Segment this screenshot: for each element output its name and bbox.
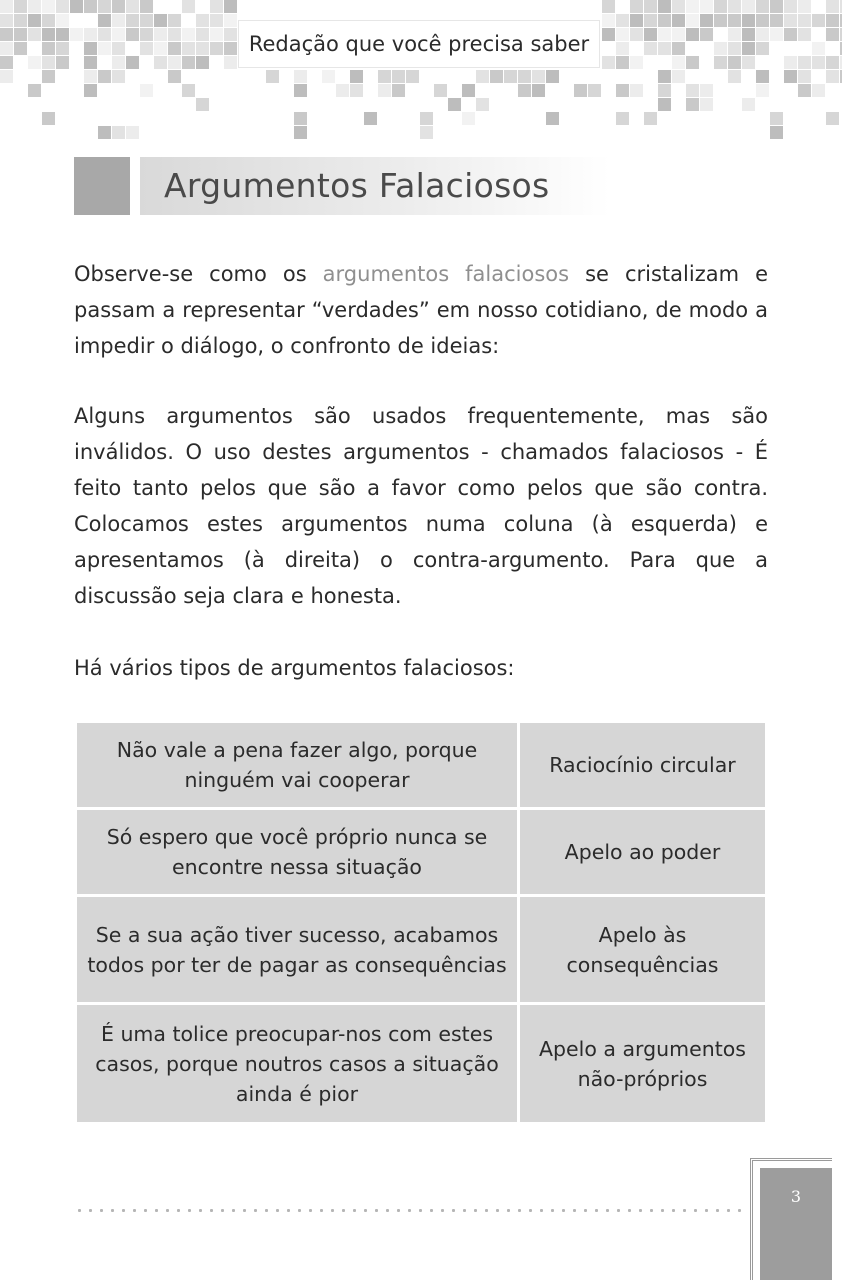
mosaic-tile [672, 0, 685, 13]
types-intro: Há vários tipos de argumentos falaciosos: [74, 656, 515, 680]
mosaic-tile [798, 84, 811, 97]
mosaic-tile [98, 126, 111, 139]
mosaic-tile [126, 126, 139, 139]
mosaic-tile [658, 70, 671, 83]
mosaic-tile [0, 0, 13, 13]
mosaic-tile [602, 28, 615, 41]
mosaic-tile [756, 84, 769, 97]
mosaic-tile [140, 42, 153, 55]
mosaic-tile [112, 28, 125, 41]
mosaic-tile [0, 56, 13, 69]
mosaic-tile [462, 84, 475, 97]
mosaic-tile [56, 42, 69, 55]
mosaic-tile [42, 42, 55, 55]
mosaic-tile [28, 56, 41, 69]
mosaic-tile [686, 98, 699, 111]
mosaic-tile [392, 70, 405, 83]
mosaic-tile [98, 28, 111, 41]
mosaic-tile [812, 14, 825, 27]
mosaic-tile [742, 0, 755, 13]
mosaic-tile [616, 42, 629, 55]
mosaic-tile [42, 28, 55, 41]
mosaic-tile [224, 42, 237, 55]
mosaic-tile [294, 84, 307, 97]
mosaic-tile [84, 84, 97, 97]
intro-text-end: se cristalizam e passam a representar “verdades” em nosso cotidiano, de modo a impedir o diálogo, o confronto de ideias: [74, 262, 768, 358]
mosaic-tile [154, 14, 167, 27]
mosaic-tile [0, 14, 13, 27]
mosaic-tile [336, 84, 349, 97]
mosaic-tile [42, 70, 55, 83]
intro-highlight: argumentos falaciosos [322, 262, 570, 286]
mosaic-tile [616, 14, 629, 27]
mosaic-tile [350, 70, 363, 83]
footer-dotted-rule [74, 1209, 744, 1212]
mosaic-tile [658, 42, 671, 55]
mosaic-tile [770, 28, 783, 41]
mosaic-tile [196, 98, 209, 111]
mosaic-tile [448, 98, 461, 111]
mosaic-tile [98, 70, 111, 83]
mosaic-tile [700, 14, 713, 27]
argument-cell: É uma tolice preocupar-nos com estes casos, porque noutros casos a situação ainda é pior [76, 1004, 519, 1124]
mosaic-tile [294, 112, 307, 125]
mosaic-tile [644, 28, 657, 41]
mosaic-tile [784, 28, 797, 41]
mosaic-tile [770, 112, 783, 125]
mosaic-tile [546, 70, 559, 83]
section-title: Argumentos Falaciosos [164, 166, 550, 205]
mosaic-tile [644, 42, 657, 55]
mosaic-tile [602, 14, 615, 27]
mosaic-tile [728, 70, 741, 83]
mosaic-tile [28, 84, 41, 97]
mosaic-tile [784, 70, 797, 83]
mosaic-tile [812, 56, 825, 69]
mosaic-tile [784, 0, 797, 13]
mosaic-tile [490, 70, 503, 83]
mosaic-tile [728, 28, 741, 41]
fallacy-cell: Apelo a argumentos não-próprios [519, 1004, 767, 1124]
running-header: Redação que você precisa saber [238, 20, 600, 68]
mosaic-tile [14, 42, 27, 55]
mosaic-tile [658, 28, 671, 41]
mosaic-tile [182, 84, 195, 97]
mosaic-tile [728, 0, 741, 13]
mosaic-tile [700, 28, 713, 41]
mosaic-tile [210, 28, 223, 41]
mosaic-tile [224, 0, 237, 13]
mosaic-tile [224, 56, 237, 69]
mosaic-tile [658, 14, 671, 27]
mosaic-tile [826, 70, 839, 83]
mosaic-tile [28, 14, 41, 27]
body-paragraph: Alguns argumentos são usados frequentemente, mas são inválidos. O uso destes argumentos - chamados falaciosos - É feito tanto pelos que são a favor como pelos que são contra. Colocamos estes argumentos numa coluna (à esquerda) e apresentamos (à direita) o contra-argumento. Para que a discussão seja clara e honesta. [74, 404, 768, 608]
mosaic-tile [686, 84, 699, 97]
mosaic-tile [406, 70, 419, 83]
fallacy-cell: Raciocínio circular [519, 722, 767, 809]
mosaic-tile [700, 0, 713, 13]
mosaic-tile [826, 56, 839, 69]
mosaic-tile [112, 14, 125, 27]
mosaic-tile [742, 98, 755, 111]
mosaic-tile [168, 42, 181, 55]
mosaic-tile [56, 56, 69, 69]
mosaic-tile [126, 28, 139, 41]
mosaic-tile [196, 42, 209, 55]
mosaic-tile [224, 14, 237, 27]
section-title-marker [74, 157, 130, 215]
mosaic-tile [14, 0, 27, 13]
mosaic-tile [714, 56, 727, 69]
mosaic-tile [546, 112, 559, 125]
mosaic-tile [616, 56, 629, 69]
mosaic-tile [798, 70, 811, 83]
mosaic-tile [476, 98, 489, 111]
mosaic-tile [686, 14, 699, 27]
mosaic-tile [126, 56, 139, 69]
mosaic-tile [112, 70, 125, 83]
mosaic-tile [532, 84, 545, 97]
mosaic-tile [644, 112, 657, 125]
mosaic-tile [140, 28, 153, 41]
mosaic-tile [42, 56, 55, 69]
mosaic-tile [294, 126, 307, 139]
mosaic-tile [70, 0, 83, 13]
mosaic-tile [14, 14, 27, 27]
mosaic-tile [154, 28, 167, 41]
mosaic-tile [826, 0, 839, 13]
mosaic-tile [42, 0, 55, 13]
mosaic-tile [672, 56, 685, 69]
mosaic-tile [518, 70, 531, 83]
mosaic-tile [210, 14, 223, 27]
mosaic-tile [588, 84, 601, 97]
mosaic-tile [14, 28, 27, 41]
argument-cell: Não vale a pena fazer algo, porque ninguém vai cooperar [76, 722, 519, 809]
mosaic-tile [798, 0, 811, 13]
mosaic-tile [518, 84, 531, 97]
argument-cell: Se a sua ação tiver sucesso, acabamos todos por ter de pagar as consequências [76, 896, 519, 1004]
mosaic-tile [616, 112, 629, 125]
mosaic-tile [168, 70, 181, 83]
mosaic-tile [770, 126, 783, 139]
fallacy-cell: Apelo às consequências [519, 896, 767, 1004]
mosaic-tile [434, 84, 447, 97]
mosaic-tile [140, 0, 153, 13]
mosaic-tile [84, 42, 97, 55]
mosaic-tile [672, 70, 685, 83]
mosaic-tile [350, 84, 363, 97]
mosaic-tile [644, 14, 657, 27]
mosaic-tile [42, 112, 55, 125]
mosaic-tile [658, 84, 671, 97]
mosaic-tile [798, 28, 811, 41]
fallacy-cell: Apelo ao poder [519, 809, 767, 896]
mosaic-tile [658, 98, 671, 111]
mosaic-tile [798, 56, 811, 69]
mosaic-tile [210, 42, 223, 55]
mosaic-tile [420, 126, 433, 139]
mosaic-tile [196, 56, 209, 69]
mosaic-tile [378, 84, 391, 97]
mosaic-tile [112, 126, 125, 139]
mosaic-tile [700, 98, 713, 111]
mosaic-tile [0, 70, 13, 83]
mosaic-tile [56, 14, 69, 27]
mosaic-tile [742, 28, 755, 41]
mosaic-tile [672, 14, 685, 27]
mosaic-tile [168, 14, 181, 27]
mosaic-tile [672, 28, 685, 41]
mosaic-tile [616, 84, 629, 97]
mosaic-tile [364, 112, 377, 125]
mosaic-tile [756, 28, 769, 41]
mosaic-tile [630, 28, 643, 41]
mosaic-tile [714, 0, 727, 13]
mosaic-tile [196, 14, 209, 27]
mosaic-tile [630, 14, 643, 27]
mosaic-tile [812, 84, 825, 97]
mosaic-tile [84, 28, 97, 41]
mosaic-tile [784, 56, 797, 69]
mosaic-tile [98, 42, 111, 55]
mosaic-tile [182, 28, 195, 41]
table-row [76, 1004, 767, 1124]
mosaic-tile [392, 84, 405, 97]
mosaic-tile [266, 70, 279, 83]
mosaic-tile [28, 0, 41, 13]
mosaic-tile [182, 42, 195, 55]
mosaic-tile [784, 14, 797, 27]
mosaic-tile [168, 28, 181, 41]
mosaic-tile [574, 84, 587, 97]
mosaic-tile [378, 70, 391, 83]
mosaic-tile [770, 0, 783, 13]
mosaic-tile [700, 84, 713, 97]
mosaic-tile [112, 42, 125, 55]
mosaic-tile [812, 42, 825, 55]
mosaic-tile [602, 0, 615, 13]
mosaic-tile [42, 14, 55, 27]
mosaic-tile [168, 56, 181, 69]
mosaic-tile [210, 0, 223, 13]
mosaic-tile [742, 42, 755, 55]
mosaic-tile [714, 42, 727, 55]
mosaic-tile [196, 28, 209, 41]
mosaic-tile [112, 56, 125, 69]
mosaic-tile [56, 0, 69, 13]
mosaic-tile [84, 70, 97, 83]
mosaic-tile [630, 0, 643, 13]
argument-cell: Só espero que você próprio nunca se encontre nessa situação [76, 809, 519, 896]
table-row [76, 896, 767, 1004]
mosaic-tile [504, 70, 517, 83]
mosaic-tile [644, 0, 657, 13]
mosaic-tile [462, 112, 475, 125]
mosaic-tile [686, 56, 699, 69]
mosaic-tile [602, 56, 615, 69]
mosaic-tile [728, 14, 741, 27]
mosaic-tile [84, 56, 97, 69]
mosaic-tile [728, 42, 741, 55]
mosaic-tile [420, 112, 433, 125]
mosaic-tile [672, 42, 685, 55]
mosaic-tile [826, 14, 839, 27]
mosaic-tile [686, 0, 699, 13]
mosaic-tile [56, 28, 69, 41]
mosaic-tile [686, 28, 699, 41]
intro-text-start: Observe-se como os [74, 262, 323, 286]
mosaic-tile [322, 70, 335, 83]
mosaic-tile [742, 14, 755, 27]
mosaic-tile [140, 84, 153, 97]
mosaic-tile [112, 0, 125, 13]
mosaic-tile [182, 56, 195, 69]
mosaic-tile [756, 14, 769, 27]
mosaic-tile [154, 42, 167, 55]
mosaic-tile [770, 14, 783, 27]
mosaic-tile [294, 70, 307, 83]
mosaic-tile [658, 0, 671, 13]
mosaic-tile [98, 0, 111, 13]
mosaic-tile [728, 56, 741, 69]
table-row [76, 722, 767, 809]
mosaic-tile [476, 70, 489, 83]
mosaic-tile [154, 56, 167, 69]
fallacies-table [74, 720, 768, 1125]
mosaic-tile [126, 14, 139, 27]
mosaic-tile [84, 0, 97, 13]
mosaic-tile [756, 42, 769, 55]
mosaic-tile [826, 112, 839, 125]
mosaic-tile [98, 14, 111, 27]
mosaic-tile [224, 28, 237, 41]
mosaic-tile [0, 28, 13, 41]
mosaic-tile [126, 0, 139, 13]
table-row [76, 809, 767, 896]
mosaic-tile [70, 28, 83, 41]
mosaic-tile [756, 0, 769, 13]
mosaic-tile [756, 70, 769, 83]
mosaic-tile [826, 28, 839, 41]
intro-paragraph [74, 256, 768, 364]
mosaic-tile [798, 14, 811, 27]
mosaic-tile [630, 84, 643, 97]
mosaic-tile [714, 14, 727, 27]
mosaic-tile [0, 42, 13, 55]
mosaic-tile [630, 56, 643, 69]
mosaic-tile [616, 28, 629, 41]
mosaic-tile [182, 0, 195, 13]
page-number: 3 [760, 1168, 832, 1280]
mosaic-tile [532, 70, 545, 83]
mosaic-tile [140, 14, 153, 27]
mosaic-tile [742, 56, 755, 69]
mosaic-tile [28, 28, 41, 41]
